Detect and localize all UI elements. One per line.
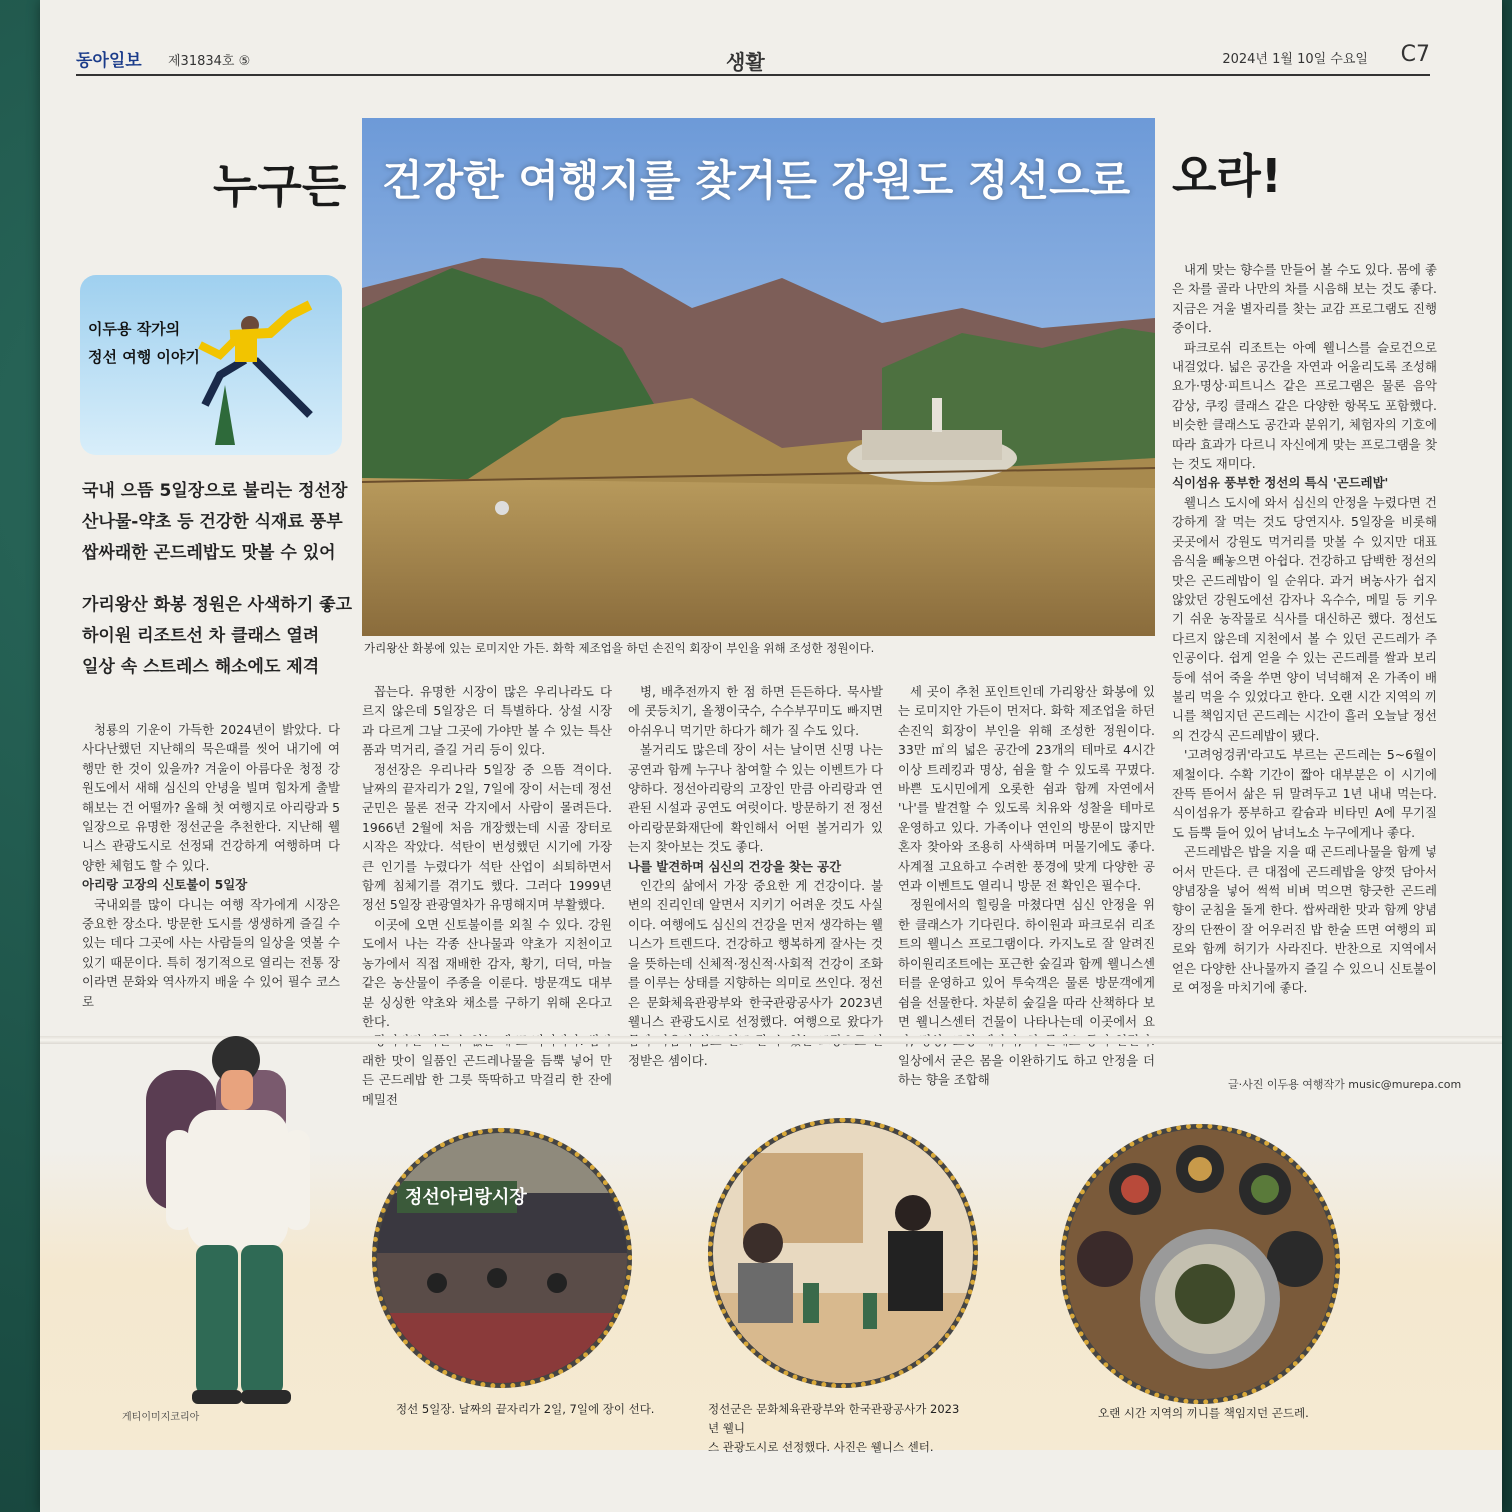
newspaper-page [40, 0, 1502, 1512]
issue-number: 제31834호 ⑤ [168, 54, 251, 69]
paragraph: 래한 맛이 일품인 곤드레나물을 듬뿍 넣어 만든 곤드레밥 한 그릇 뚝딱하고 막걸리 한 잔에 메밀전 [362, 1052, 612, 1107]
market-scene-image [377, 1133, 627, 1383]
article-column-1 [82, 720, 340, 1011]
gondre-photo-caption: 오랜 시간 지역의 끼니를 책임지던 곤드레. [1098, 1406, 1309, 1420]
masthead [76, 38, 1430, 76]
newspaper-logo: 동아일보 [76, 51, 142, 71]
byline: 글·사진 이두용 여행작가 music@murepa.com [1228, 1078, 1462, 1091]
author-promo-box [80, 275, 342, 455]
wellness-class-image [713, 1123, 973, 1383]
deck-line: 산나물-약초 등 건강한 식재료 풍부 [82, 512, 343, 532]
section-subhead: 나를 발견하며 심신의 건강을 찾는 공간 [628, 858, 842, 874]
paragraph: 정원에서의 힐링을 마쳤다면 심신 안정을 위한 클래스가 기다린다. 하이원과 파크로쉬 리조트의 웰니스 프로그램이다. 카지노로 잘 알려진 하이원리조트에는 포근한 숲길과 함께 웰니스센터를 운영하고 있어 투숙객은 물론 방문객에게 쉼을 선물한다. 차분히 숲길을 따라 산책하다 보면 웰니스센터 건물이 나타나는데 이곳에서 요 일상에서 굳은 몸을 이완하기도 하고 안정을 더하는 향을 조합해 [898, 897, 1155, 1088]
wellness-center-photo [708, 1118, 978, 1388]
headline-right: 오라! [1172, 149, 1282, 203]
paragraph: 곤드레밥은 밥을 지을 때 곤드레나물을 함께 넣어서 만든다. 큰 대접에 곤드레밥을 양껏 담아서 양념장을 넣어 썩썩 비벼 먹으면 향긋한 곤드레 향이 군침을 돌게 한다. 쌉싸래한 맛과 함께 양념장의 단짠이 잘 어우러진 밥 한술 뜨면 여행의 피로와 함께 허기가 사라진다. 반찬으로 지역에서 얻은 다양한 산나물까지 즐길 수 있으니 신토불이로 여정을 마치기에 좋다. [1172, 844, 1437, 996]
deck-line: 국내 으뜸 5일장으로 불리는 정선장 [82, 481, 348, 501]
article-column-5 [1172, 260, 1437, 997]
page-number: C7 [1400, 42, 1430, 67]
wellness-photo-caption [708, 1400, 968, 1457]
paragraph: 병, 배추전까지 한 점 하면 든든하다. 묵사발에 콧등치기, 올챙이국수, 수수부꾸미도 빠지면 아쉬우니 먹기만 하다가 해가 질 수도 있다. [628, 684, 883, 738]
caption-line: 정선군은 문화체육관광부와 한국관광공사가 2023년 웰니 [708, 1402, 960, 1435]
paragraph: 정선장은 우리나라 5일장 중 으뜸 격이다. 날짜의 끝자리가 2일, 7일에 장이 서는데 정선 군민은 물론 전국 각지에서 사람이 몰려든다. 1966년 2월에 처음 개장했는데 시골 장터로 시작은 작았다. 석탄이 번성했던 시기에 가장 큰 인기를 누렸다가 석탄 산업이 쇠퇴하면서 함께 침체기를 겪기도 했다. 그러다 1999년 정선 5일장 관광열차가 유명해지며 부활했다. [362, 761, 612, 913]
paragraph: 파크로쉬 리조트는 아예 웰니스를 슬로건으로 내걸었다. 넓은 공간을 자연과 어울리도록 조성해 요가·명상·피트니스 같은 프로그램은 물론 음악 감상, 쿠킹 클래스 같은 다양한 항목도 포함했다. 비슷한 클래스도 공간과 분위기, 체험자의 기호에 따라 효과가 다르니 자신에게 맞는 프로그램을 찾는 것도 재미다. [1172, 339, 1437, 472]
market-photo-caption: 정선 5일장. 날짜의 끝자리가 2일, 7일에 장이 선다. [396, 1402, 655, 1416]
headline-middle: 건강한 여행지를 찾거든 강원도 정선으로 [382, 156, 1131, 205]
paragraph: 인간의 삶에서 가장 중요한 게 건강이다. 불변의 진리인데 알면서 지키기 어려운 것도 사실이다. 여행에도 심신의 건강을 먼저 생각하는 웰니스가 트렌드다. 건강하고 행복하게 잘사는 것을 뜻하는데 신체적·정신적·사회적 건강이 조화를 이루는 상태를 지향하는 의미로 쓰인다. 정선은 문화체육관광부와 한국관광공사가 2023년 웰니스 관광도시로 선정했다. 여행으로 왔다가 정받은 셈이다. [628, 878, 883, 1068]
deck-line: 하이원 리조트선 차 클래스 열려 [82, 626, 320, 646]
backpacker-illustration [126, 1030, 346, 1410]
deck-line: 일상 속 스트레스 해소에도 제격 [82, 657, 320, 677]
author-title-line1: 이두용 작가의 [88, 320, 181, 338]
paragraph: 세 곳이 추천 포인트인데 가리왕산 화봉에 있는 로미지안 가든이 먼저다. 화학 제조업을 하던 손진익 회장이 부인을 위해 조성한 정원이다. 33만 ㎡의 넓은 공간에 23개의 테마로 4시간 이상 트레킹과 명상, 쉼을 할 수 있도록 꾸몄다. 바쁜 도시민에게 오롯한 쉼과 함께 자연에서 '나'를 발견할 수 있도록 치유와 성찰을 테마로 운영하고 있다. 가족이나 연인의 방문이 많지만 혼자 찾아와 조용히 사색하며 머물기에도 좋다. 사계절 고요하고 수려한 풍경에 맞게 다양한 공연과 이벤트도 열리니 방문 전 확인은 필수다. [898, 684, 1155, 894]
gondre-meal-image [1065, 1129, 1335, 1399]
paragraph: 이곳에 오면 신토불이를 외칠 수 있다. 강원도에서 나는 각종 산나물과 약초가 지천이고 농가에서 직접 재배한 감자, 황기, 더덕, 마늘 같은 농산물이 주종을 이룬다. 방문객도 대부분 싱싱한 약초와 채소를 구하기 위해 온다고 한다. [362, 916, 612, 1029]
paragraph: 내게 맞는 향수를 만들어 볼 수도 있다. 몸에 좋은 차를 골라 나만의 차를 시음해 보는 것도 좋다. 지금은 겨울 별자리를 찾는 교감 프로그램도 진행 중이다. [1172, 262, 1437, 336]
author-title-line2: 정선 여행 이야기 [88, 348, 200, 366]
article-column-4 [898, 682, 1155, 1090]
issue-date: 2024년 1월 10일 수요일 [1222, 52, 1368, 67]
headline-left: 누구든 [213, 159, 347, 213]
deck-line: 가리왕산 화봉 정원은 사색하기 좋고 [82, 595, 353, 615]
paragraph: 국내외를 많이 다니는 여행 작가에게 시장은 중요한 장소다. 방문한 도시를 생생하게 즐길 수 있는 데다 그곳에 사는 사람들의 일상을 엿볼 수 있기 때문이다. 특히 정기적으로 열리는 전통 장이라면 문화와 역사까지 배울 수 있어 필수 코스로 [82, 896, 340, 1009]
paragraph: 볼거리도 많은데 장이 서는 날이면 신명 나는 공연과 함께 누구나 참여할 수 있는 이벤트가 다양하다. 정선아리랑의 고장인 만큼 아리랑과 연관된 시설과 공연도 여럿이다. 방문하기 전 정선아리랑문화재단에 확인해서 어떤 볼거리가 있는지 찾아보는 것도 좋다. [628, 742, 883, 855]
caption-line: 스 관광도시로 선정했다. 사진은 웰니스 센터. [708, 1440, 934, 1454]
main-photo-caption: 가리왕산 화봉에 있는 로미지안 가든. 화학 제조업을 하던 손진익 회장이 부인을 위해 조성한 정원이다. [364, 641, 875, 655]
market-photo [372, 1128, 632, 1388]
article-column-2 [362, 682, 612, 1109]
illustration-credit: 게티이미지코리아 [122, 1412, 200, 1423]
article-column-3 [628, 682, 883, 1070]
jumping-author-image [80, 275, 342, 455]
section-subhead: 아리랑 고장의 신토불이 5일장 [82, 877, 248, 893]
gondre-rice-photo [1060, 1124, 1340, 1404]
market-sign-text: 정선아리랑시장 [405, 1187, 527, 1208]
paragraph: 꼽는다. 유명한 시장이 많은 우리나라도 다르지 않은데 5일장은 더 특별하다. 상설 시장과 다르게 그날 그곳에 가야만 볼 수 있는 특산품과 먹거리, 즐길 거리 등이 있다. [362, 684, 612, 758]
paragraph: 청룡의 기운이 가득한 2024년이 밝았다. 다사다난했던 지난해의 묵은때를 씻어 내기에 여행만 한 것이 있을까? 겨울이 아름다운 청정 강원도에서 새해 심신의 안녕을 빌며 힘차게 출발해보는 건 어떨까? 올해 첫 여행지로 아리랑과 5일장으로 유명한 정선군을 추천한다. 지난해 웰니스 관광도시로 선정돼 건강하게 여행하며 다양한 체험도 할 수 있다. [82, 722, 340, 873]
subheadline-deck-1 [82, 476, 347, 569]
subheadline-deck-2 [82, 590, 352, 683]
section-subhead: 식이섬유 풍부한 정선의 특식 '곤드레밥' [1172, 475, 1389, 491]
paragraph: 웰니스 도시에 와서 심신의 안정을 누렸다면 건강하게 잘 먹는 것도 당연지사. 5일장을 비롯해 곳곳에서 강원도 먹거리를 맛볼 수 있지만 대표 음식을 빼놓으면 아쉽다. 건강하고 담백한 정선의 맛은 곤드레밥이 일 순위다. 과거 벼농사가 쉽지 않았던 강원도에선 감자나 옥수수, 메밀 등 키우기 쉬운 농작물로 식사를 대신하곤 했다. 정선도 다르지 않은데 지천에서 볼 수 있던 곤드레가 주인공이다. 쉽게 얻을 수 있는 곤드레를 쌀과 보리 등에 섞어 죽을 쑤면 양이 넉넉해져 온 가족이 배불리 먹을 수 있었다고 한다. 오랜 시간 지역의 끼니를 책임지던 곤드레는 시간이 흘러 오늘날 정선의 건강식 곤드레밥이 됐다. [1172, 494, 1437, 743]
section-title: 생활 [726, 50, 765, 74]
deck-line: 쌉싸래한 곤드레밥도 맛볼 수 있어 [82, 543, 336, 563]
paragraph: '고려엉겅퀴'라고도 부르는 곤드레는 5~6월이 제철이다. 수확 기간이 짧아 대부분은 이 시기에 잔뜩 뜯어서 삶은 뒤 말려두고 1년 내내 먹는다. 식이섬유가 풍부하고 칼슘과 비타민 A에 무기질도 듬뿍 들어 있어 남녀노소 누구에게나 좋다. [1172, 747, 1437, 840]
